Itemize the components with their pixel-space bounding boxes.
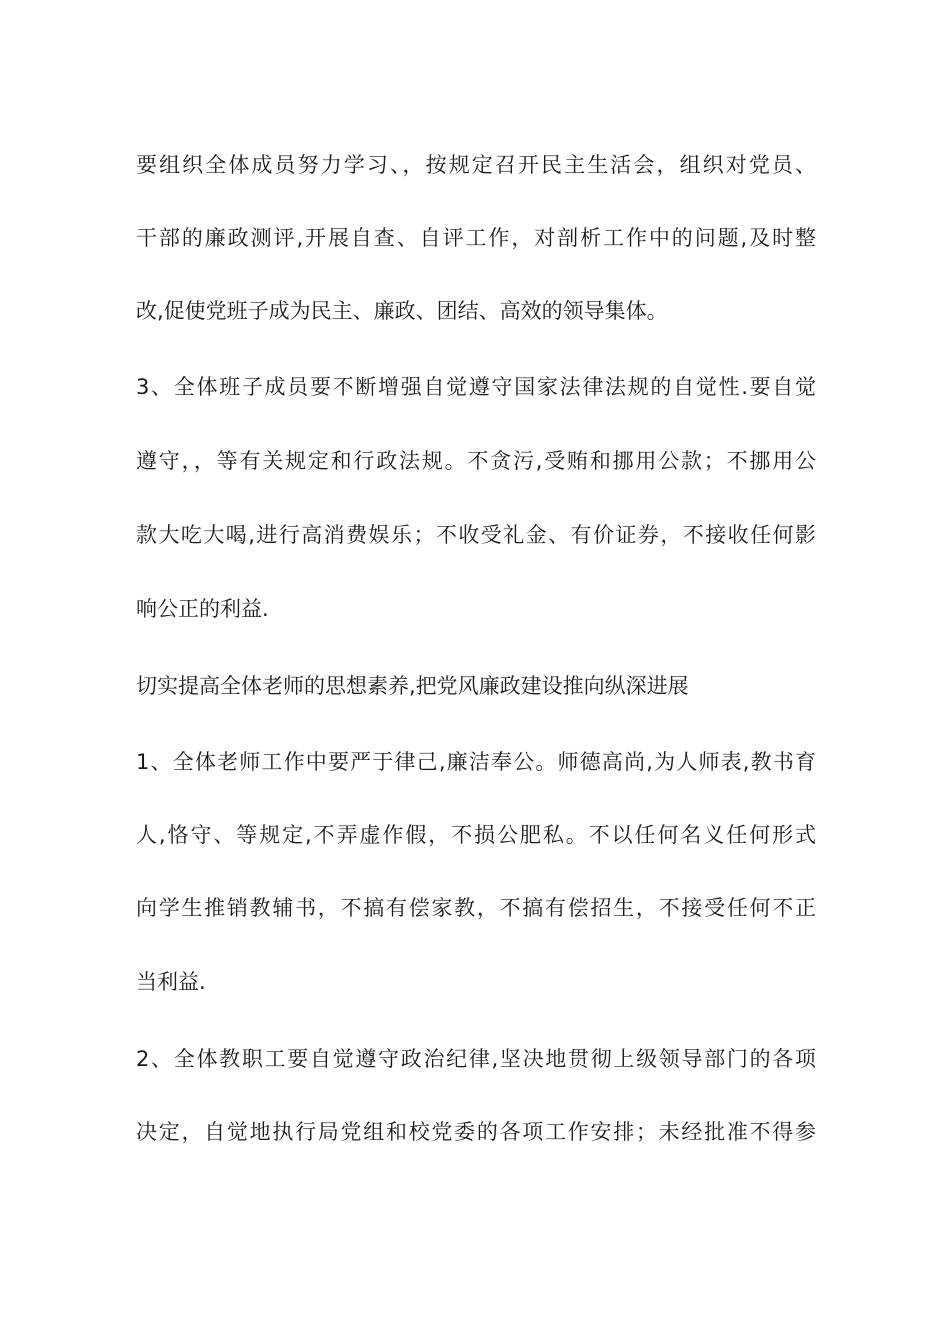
text-line-11: 向学生推销教辅书，不搞有偿家教，不搞有偿招生，不接受任何不正: [136, 896, 816, 920]
text-line-7: 响公正的利益.: [136, 597, 269, 621]
text-line-10: 人,恪守、等规定,不弄虚作假，不损公肥私。不以任何名义任何形式: [136, 823, 816, 847]
text-line-13: 2、全体教职工要自觉遵守政治纪律,坚决地贯彻上级领导部门的各项: [136, 1047, 816, 1071]
section-heading: 切实提高全体老师的思想素养,把党风廉政建设推向纵深进展: [136, 674, 689, 698]
text-line-1: 要组织全体成员努力学习、，按规定召开民主生活会，组织对党员、: [136, 153, 816, 177]
text-line-4: 3、全体班子成员要不断增强自觉遵守国家法律法规的自觉性.要自觉: [136, 375, 816, 399]
text-line-9: 1、全体老师工作中要严于律己,廉洁奉公。师德高尚,为人师表,教书育: [136, 750, 816, 774]
text-line-2: 干部的廉政测评,开展自查、自评工作，对剖析工作中的问题,及时整: [136, 226, 816, 250]
text-line-5: 遵守，，等有关规定和行政法规。不贪污,受贿和挪用公款；不挪用公: [136, 449, 816, 473]
text-line-12: 当利益.: [136, 970, 206, 994]
text-line-6: 款大吃大喝,进行高消费娱乐；不收受礼金、有价证券，不接收任何影: [136, 523, 816, 547]
text-line-14: 决定，自觉地执行局党组和校党委的各项工作安排；未经批准不得参: [136, 1120, 816, 1144]
text-line-3: 改,促使党班子成为民主、廉政、团结、高效的领导集体。: [136, 299, 668, 323]
